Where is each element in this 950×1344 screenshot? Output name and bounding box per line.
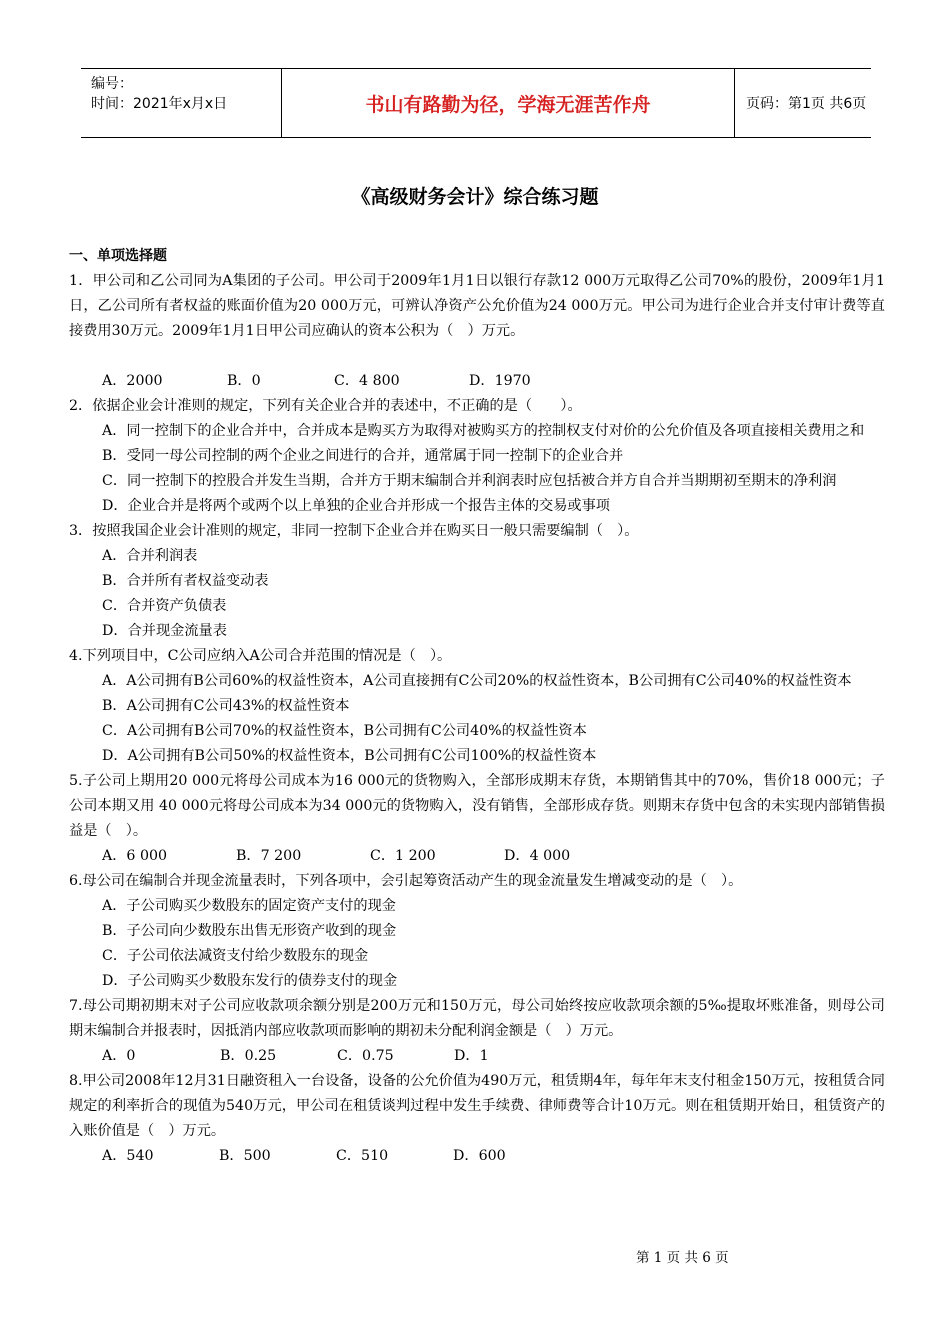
option: A．540 [102, 1148, 154, 1164]
option: D．子公司购买少数股东发行的债券支付的现金 [102, 973, 398, 989]
header-motto: 书山有路勤为径，学海无涯苦作舟 [365, 93, 651, 116]
option: B．7 200 [236, 848, 302, 864]
spacer [69, 344, 885, 369]
question-6-stem: 6.母公司在编制合并现金流量表时，下列各项中，会引起筹资活动产生的现金流量发生增减变动的是（ ）。 [69, 873, 743, 889]
option: B．子公司向少数股东出售无形资产收到的现金 [102, 923, 397, 939]
option: D．A公司拥有B公司50%的权益性资本，B公司拥有C公司100%的权益性资本 [102, 748, 597, 764]
option: C．合并资产负债表 [102, 598, 227, 614]
question-5-stem: 5.子公司上期用20 000元将母公司成本为16 000元的货物购入，全部形成期末存货，本期销售其中的70%，售价18 000元；子公司本期又用 40 000元将母公司成本为34 000元的货物购入，没有销售，全部形成存货。则期末存货中包含的未实现内部销售损益是（ ）。 [69, 773, 885, 839]
question-7-stem: 7.母公司期初期末对子公司应收款项余额分别是200万元和150万元，母公司始终按应收款项余额的5‰提取坏账准备，则母公司期末编制合并报表时，因抵消内部应收款项而影响的期初未分配利润金额是（ ）万元。 [69, 998, 885, 1039]
document-time-label: 时间：2021年x月x日 [91, 96, 228, 112]
option: A．子公司购买少数股东的固定资产支付的现金 [102, 898, 396, 914]
option: D．4 000 [504, 848, 571, 864]
question-1-stem: 1．甲公司和乙公司同为A集团的子公司。甲公司于2009年1月1日以银行存款12 000万元取得乙公司70%的股份，2009年1月1日，乙公司所有者权益的账面价值为20 000万元，可辨认净资产公允价值为24 000万元。甲公司为进行企业合并支付审计费等直接费用30万元。2009年1月1日甲公司应确认的资本公积为（ ）万元。 [69, 273, 885, 339]
option: B．0.25 [220, 1048, 277, 1064]
option: C．同一控制下的控股合并发生当期，合并方于期末编制合并利润表时应包括被合并方自合并当期期初至期末的净利润 [102, 473, 837, 489]
option: B．合并所有者权益变动表 [102, 573, 269, 589]
option: B．A公司拥有C公司43%的权益性资本 [102, 698, 350, 714]
option: B．0 [227, 373, 261, 389]
question-5-options [69, 844, 885, 869]
header-page-info: 页码：第1页 共6页 [746, 96, 867, 112]
option: D．1970 [469, 373, 531, 389]
option: A．同一控制下的企业合并中，合并成本是购买方为取得对被购买方的控制权支付对价的公允价值及各项直接相关费用之和 [102, 423, 865, 439]
question-4-stem: 4.下列项目中，C公司应纳入A公司合并范围的情况是（ ）。 [69, 648, 452, 664]
document-title: 《高级财务会计》综合练习题 [351, 186, 599, 208]
option: D．合并现金流量表 [102, 623, 227, 639]
document-number-label: 编号： [91, 76, 133, 92]
question-3-stem: 3．按照我国企业会计准则的规定，非同一控制下企业合并在购买日一般只需要编制（ ）。 [69, 523, 639, 539]
header-page-cell [734, 69, 871, 137]
page-footer: 第 1 页 共 6 页 [636, 1250, 729, 1266]
option: D．1 [454, 1048, 489, 1064]
question-7-options [69, 1044, 885, 1069]
option: C．510 [336, 1148, 389, 1164]
header-motto-cell [281, 69, 735, 137]
header-meta [81, 69, 281, 137]
option: D．600 [453, 1148, 506, 1164]
option: A．合并利润表 [102, 548, 198, 564]
document-body [69, 244, 885, 1169]
option: A．A公司拥有B公司60%的权益性资本，A公司直接拥有C公司20%的权益性资本，B公司拥有C公司40%的权益性资本 [102, 673, 852, 689]
question-1-options [69, 369, 885, 394]
option: C．0.75 [337, 1048, 394, 1064]
question-2-stem: 2．依据企业会计准则的规定，下列有关企业合并的表述中，不正确的是（ ）。 [69, 398, 582, 414]
option: A．2000 [102, 373, 163, 389]
question-8-options [69, 1144, 885, 1169]
section-heading: 一、单项选择题 [69, 248, 167, 264]
option: C．A公司拥有B公司70%的权益性资本，B公司拥有C公司40%的权益性资本 [102, 723, 587, 739]
option: B．500 [219, 1148, 271, 1164]
option: C．子公司依法减资支付给少数股东的现金 [102, 948, 369, 964]
option: C．4 800 [334, 373, 400, 389]
option: B．受同一母公司控制的两个企业之间进行的合并，通常属于同一控制下的企业合并 [102, 448, 624, 464]
option: D．企业合并是将两个或两个以上单独的企业合并形成一个报告主体的交易或事项 [102, 498, 610, 514]
option: A．0 [102, 1048, 136, 1064]
option: A．6 000 [102, 848, 168, 864]
option: C．1 200 [370, 848, 436, 864]
page-header [81, 68, 871, 138]
question-8-stem: 8.甲公司2008年12月31日融资租入一台设备，设备的公允价值为490万元，租赁期4年，每年年末支付租金150万元，按租赁合同规定的利率折合的现值为540万元，甲公司在租赁谈判过程中发生手续费、律师费等合计10万元。则在租赁期开始日，租赁资产的入账价值是（ ）万元。 [69, 1073, 885, 1139]
